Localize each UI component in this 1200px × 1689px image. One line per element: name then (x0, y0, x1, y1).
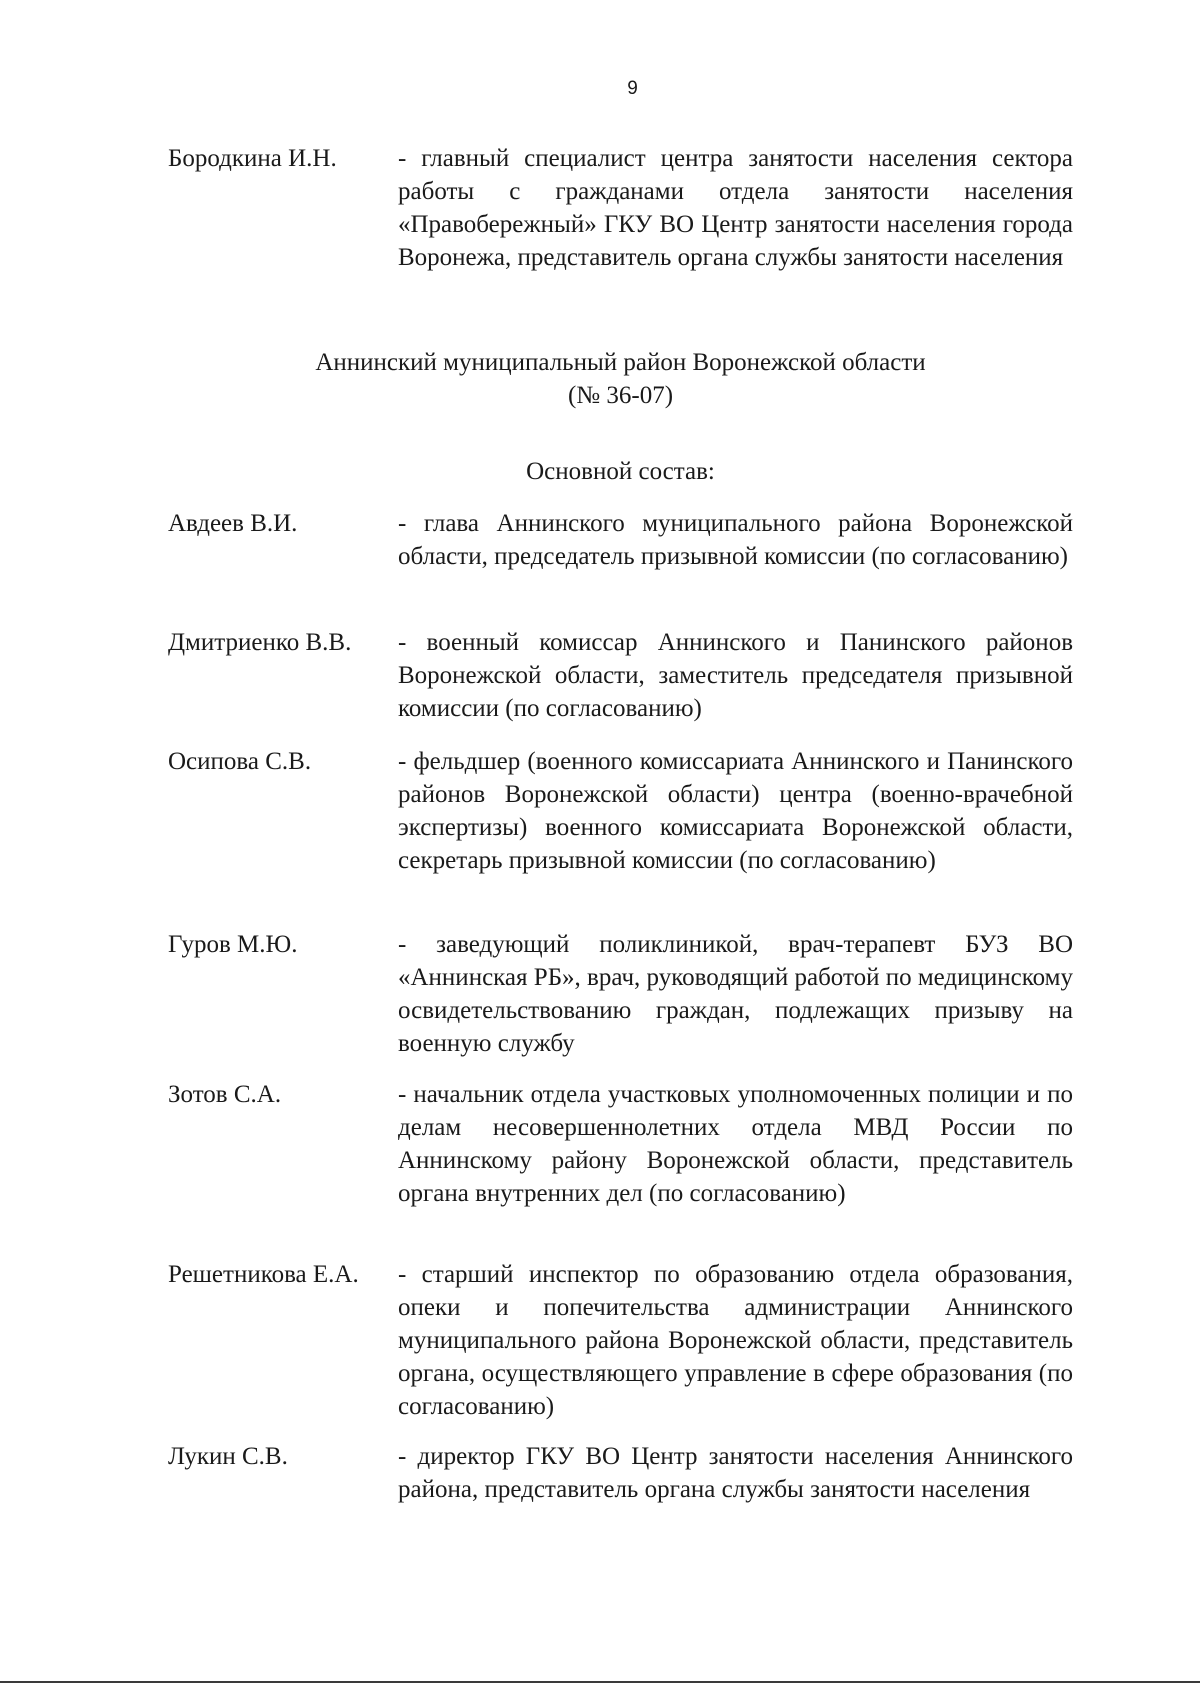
member-entry-lukin (168, 1440, 1073, 1506)
member-name: Зотов С.А. (168, 1081, 282, 1108)
member-description: - начальник отдела участковых уполномоченных полиции и по делам несовершеннолетних отдела МВД России по Аннинскому району Воронежской области, представитель органа внутренних дел (по согласованию) (398, 1081, 1073, 1207)
member-entry-dmitrienko (168, 626, 1073, 725)
section-title: Аннинский муниципальный район Воронежской области (315, 349, 926, 376)
member-name: Бородкина И.Н. (168, 145, 337, 172)
section-subtitle: Основной состав: (526, 458, 715, 485)
member-entry-zotov (168, 1078, 1073, 1210)
member-description: - главный специалист центра занятости населения сектора работы с гражданами отдела занятости населения «Правобережный» ГКУ ВО Центр занятости населения города Воронежа, представитель органа службы занятости населения (398, 145, 1073, 271)
member-name: Авдеев В.И. (168, 510, 298, 537)
member-description: - глава Аннинского муниципального района Воронежской области, председатель призывной комиссии (по согласованию) (398, 510, 1073, 570)
member-description: - старший инспектор по образованию отдела образования, опеки и попечительства администрации Аннинского муниципального района Воронежской области, представитель органа, осуществляющего управление в сфере образования (по согласованию) (398, 1261, 1073, 1420)
member-entry-avdeev (168, 507, 1073, 573)
member-entry-gurov (168, 928, 1073, 1060)
member-description: - военный комиссар Аннинского и Панинского районов Воронежской области, заместитель председателя призывной комиссии (по согласованию) (398, 629, 1073, 722)
member-name: Осипова С.В. (168, 748, 312, 775)
member-name: Дмитриенко В.В. (168, 629, 352, 656)
page-number: 9 (627, 78, 638, 99)
page-bottom-rule (0, 1681, 1200, 1683)
member-name: Лукин С.В. (168, 1443, 288, 1470)
member-description: - фельдшер (военного комиссариата Аннинского и Панинского районов Воронежской области) центра (военно-врачебной экспертизы) военного комиссариата Воронежской области, секретарь призывной комиссии (по согласованию) (398, 748, 1073, 874)
member-entry-reshetnikova (168, 1258, 1073, 1423)
member-description: - директор ГКУ ВО Центр занятости населения Аннинского района, представитель органа службы занятости населения (398, 1443, 1073, 1503)
member-entry-borodkina (168, 142, 1073, 274)
member-name: Решетникова Е.А. (168, 1261, 359, 1288)
member-description: - заведующий поликлиникой, врач-терапевт БУЗ ВО «Аннинская РБ», врач, руководящий работой по медицинскому освидетельствованию граждан, подлежащих призыву на военную службу (398, 931, 1073, 1057)
member-name: Гуров М.Ю. (168, 931, 298, 958)
section-code: (№ 36-07) (567, 382, 674, 409)
member-entry-osipova (168, 745, 1073, 877)
